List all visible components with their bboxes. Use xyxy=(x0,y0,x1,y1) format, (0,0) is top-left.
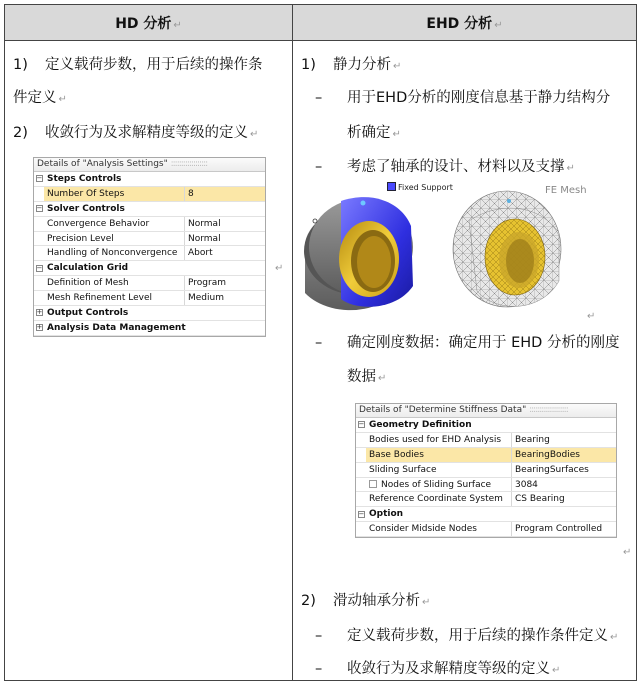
row-gutter xyxy=(34,291,44,305)
property-row[interactable] xyxy=(356,522,616,537)
property-label xyxy=(366,463,512,477)
collapse-icon[interactable]: − xyxy=(358,420,365,429)
fixed-support-swatch xyxy=(387,182,396,191)
property-value[interactable]: BearingSurfaces xyxy=(515,464,589,475)
label-text: Bodies used for EHD Analysis xyxy=(369,434,502,445)
row-gutter xyxy=(356,433,366,447)
ehd-dash-1-line2: 析确定 ↵ xyxy=(347,125,401,141)
property-label xyxy=(44,232,185,246)
ehd-item-2: 2) 滑动轴承分析 ↵ xyxy=(301,593,431,609)
property-label xyxy=(44,276,185,290)
label-text: Steps Controls xyxy=(47,174,122,184)
property-label xyxy=(366,448,512,462)
property-row[interactable] xyxy=(34,246,265,261)
analysis-settings-panel xyxy=(33,157,266,337)
row-gutter xyxy=(34,306,44,320)
property-row[interactable] xyxy=(34,217,265,232)
group-label xyxy=(366,418,616,432)
property-value[interactable]: Normal xyxy=(188,233,221,244)
property-row[interactable] xyxy=(34,291,265,306)
row-gutter xyxy=(34,232,44,246)
stiffness-data-panel xyxy=(355,403,617,538)
label-text: Geometry Definition xyxy=(369,420,472,430)
hd-item-1-line2: 件定义 ↵ xyxy=(13,90,67,106)
row-gutter xyxy=(34,276,44,290)
label-text: Nodes of Sliding Surface xyxy=(381,479,492,490)
property-row[interactable] xyxy=(34,276,265,291)
property-group[interactable] xyxy=(356,507,616,522)
property-value[interactable]: Bearing xyxy=(515,434,550,445)
ehd-dash-1-line1: – 用于EHD分析的刚度信息基于静力结构分 xyxy=(315,90,611,106)
bearing-images: Fixed Support FE Mesh ↵ xyxy=(301,181,631,321)
row-gutter xyxy=(34,217,44,231)
row-gutter xyxy=(356,418,366,432)
property-label xyxy=(44,187,185,201)
panel-title: Details of "Determine Stiffness Data" ::::::::::::::::::: xyxy=(356,404,616,418)
expand-icon[interactable]: + xyxy=(36,323,43,332)
hd-cell: 1) 定义载荷步数，用于后续的操作条 件定义 ↵ 2) 收敛行为及求解精度等级的定义 ↵ Details of "Analysis Settings" :::::::::::::::::: − Steps Controls Number Of Steps 8 − Solver Controls Convergence Behavior Normal Precision Level Normal Handling of Nonconvergence Abort − Calculation Grid Definition of Mesh Program Mesh Refinement Level Medium + Output Controls + Analysis Data Management ↵ xyxy=(5,41,293,681)
header-ehd: EHD 分析 ↵ xyxy=(293,5,637,41)
row-gutter xyxy=(356,463,366,477)
row-gutter xyxy=(34,321,44,335)
row-gutter xyxy=(34,187,44,201)
group-label xyxy=(366,507,616,521)
property-value[interactable]: Program xyxy=(188,278,226,289)
row-gutter xyxy=(34,261,44,275)
bearing-fe-mesh-render xyxy=(453,191,561,307)
property-label xyxy=(366,492,512,506)
group-label xyxy=(44,172,265,186)
row-gutter xyxy=(356,448,366,462)
property-label xyxy=(366,478,512,492)
hd-item-1-line1: 1) 定义载荷步数，用于后续的操作条 xyxy=(13,57,263,73)
label-text: Definition of Mesh xyxy=(47,278,129,289)
row-gutter xyxy=(356,522,366,536)
group-label xyxy=(44,202,265,216)
property-group[interactable] xyxy=(356,418,616,433)
property-value[interactable]: BearingBodies xyxy=(512,448,616,462)
property-row[interactable] xyxy=(356,433,616,448)
label-text: Mesh Refinement Level xyxy=(47,293,153,304)
collapse-icon[interactable]: − xyxy=(36,263,43,272)
ehd-dash-3-line1: – 确定刚度数据：确定用于 EHD 分析的刚度 xyxy=(315,335,620,351)
label-text: Base Bodies xyxy=(369,449,424,460)
property-value[interactable]: Normal xyxy=(188,218,221,229)
hd-item-2: 2) 收敛行为及求解精度等级的定义 ↵ xyxy=(13,125,259,141)
property-value[interactable]: Abort xyxy=(188,248,213,259)
label-text: Sliding Surface xyxy=(369,464,437,475)
property-label xyxy=(366,433,512,447)
property-checkbox[interactable] xyxy=(369,480,377,488)
row-gutter xyxy=(356,492,366,506)
label-text: Output Controls xyxy=(47,308,129,319)
ehd-cell: 1) 静力分析 ↵ – 用于EHD分析的刚度信息基于静力结构分 析确定 ↵ – 考虑了轴承的设计、材料以及支撑 ↵ Fixed Support FE Mesh ↵ – 确定刚度数据：确定用于 EHD 分析的刚度 数据 ↵ Details of "Determine Stiffness Data" ::::::::::::::::::: − Geometry Definition Bodies used for EHD Analysis Bearing Base Bodies BearingBodies Sliding Surface BearingSurfaces Nodes of Sliding Surface 3084 Reference Coordinate System CS Bearing − Option Consider Midside Nodes Program Controlled ↵ 2) 滑动轴承分析 ↵ – 定义载荷步数，用于后续的操作条件定义 ↵ – 收敛行为及求解精度等级的定义 ↵ xyxy=(293,41,637,681)
property-row[interactable] xyxy=(34,187,265,202)
label-text: Analysis Data Management xyxy=(47,322,186,333)
bearing-fixed-support-render xyxy=(304,197,413,310)
property-label xyxy=(44,217,185,231)
property-label xyxy=(44,291,185,305)
property-group[interactable] xyxy=(34,321,265,336)
fixed-support-legend: Fixed Support xyxy=(387,182,453,192)
property-value[interactable]: 3084 xyxy=(515,479,538,490)
label-text: Convergence Behavior xyxy=(47,218,150,229)
label-text: Calculation Grid xyxy=(47,263,129,274)
property-label xyxy=(44,246,185,260)
comparison-table xyxy=(4,4,637,681)
label-text: Number Of Steps xyxy=(47,188,125,199)
ehd-dash-3-line2: 数据 ↵ xyxy=(347,369,387,385)
property-value[interactable]: Medium xyxy=(188,293,224,304)
label-text: Option xyxy=(369,509,404,520)
property-row[interactable] xyxy=(356,448,616,463)
collapse-icon[interactable]: − xyxy=(36,204,43,213)
ehd-dash-2: – 考虑了轴承的设计、材料以及支撑 ↵ xyxy=(315,159,575,175)
property-row[interactable] xyxy=(356,463,616,478)
header-hd: HD 分析 ↵ xyxy=(5,5,293,41)
label-text: Reference Coordinate System xyxy=(369,494,503,505)
row-gutter xyxy=(34,172,44,186)
ehd-dash-5: – 收敛行为及求解精度等级的定义 ↵ xyxy=(315,661,561,677)
property-group[interactable] xyxy=(34,202,265,217)
ehd-dash-4: – 定义载荷步数，用于后续的操作条件定义 ↵ xyxy=(315,628,619,644)
property-group[interactable] xyxy=(34,261,265,276)
label-text: Consider Midside Nodes xyxy=(369,524,477,535)
group-label xyxy=(44,261,265,275)
group-label xyxy=(44,306,265,320)
label-text: Solver Controls xyxy=(47,203,125,214)
ehd-item-1: 1) 静力分析 ↵ xyxy=(301,57,402,73)
property-value[interactable]: CS Bearing xyxy=(515,494,565,505)
label-text: Precision Level xyxy=(47,233,114,244)
property-group[interactable] xyxy=(34,306,265,321)
property-value[interactable]: Program Controlled xyxy=(515,524,603,535)
group-label xyxy=(44,321,265,335)
row-gutter xyxy=(356,478,366,492)
collapse-icon[interactable]: − xyxy=(358,509,365,518)
collapse-icon[interactable]: − xyxy=(36,174,43,183)
panel-title: Details of "Analysis Settings" :::::::::::::::::: xyxy=(34,158,265,172)
property-value[interactable]: 8 xyxy=(185,187,265,201)
fe-mesh-label: FE Mesh xyxy=(545,185,587,196)
row-gutter xyxy=(34,246,44,260)
label-text: Handling of Nonconvergence xyxy=(47,248,178,259)
property-row[interactable] xyxy=(356,492,616,507)
property-row[interactable] xyxy=(356,478,616,493)
property-group[interactable] xyxy=(34,172,265,187)
expand-icon[interactable]: + xyxy=(36,308,43,317)
property-row[interactable] xyxy=(34,232,265,247)
bearing-render-svg xyxy=(301,181,631,321)
row-gutter xyxy=(34,202,44,216)
property-label xyxy=(366,522,512,536)
row-gutter xyxy=(356,507,366,521)
